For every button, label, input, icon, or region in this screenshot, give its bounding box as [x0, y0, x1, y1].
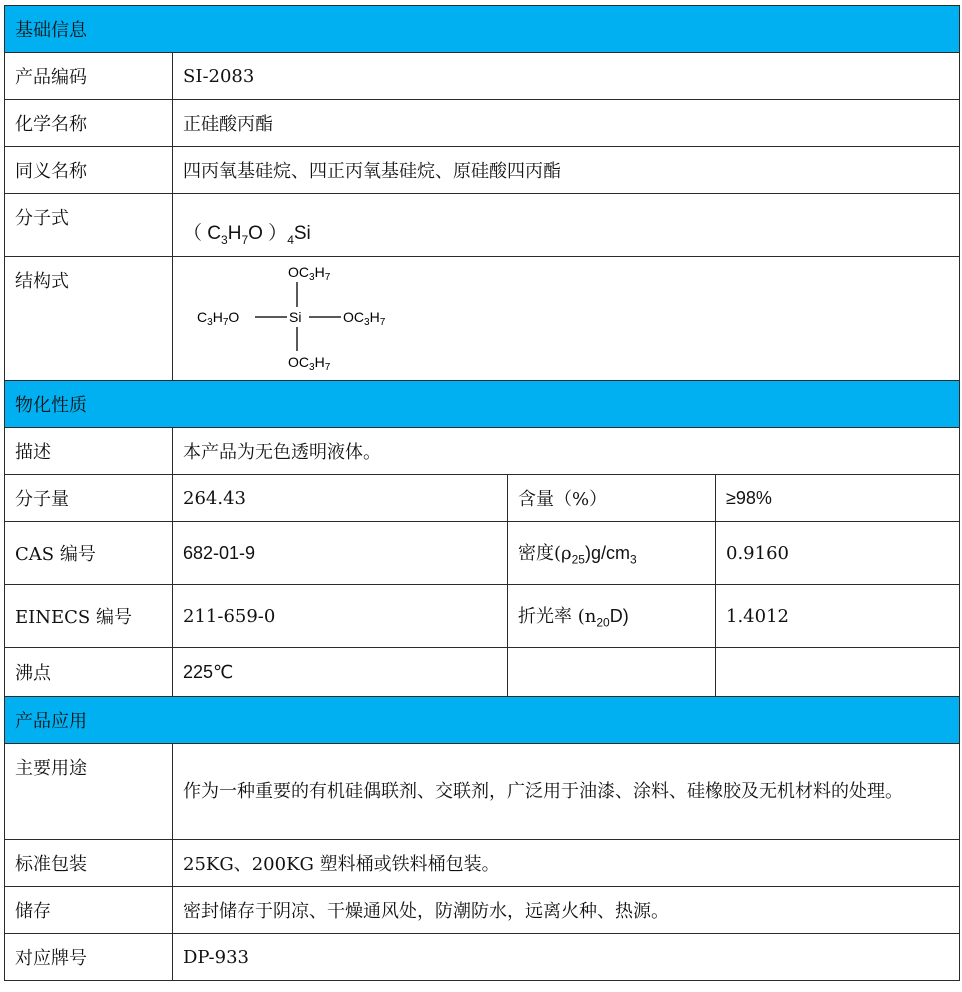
group-right: $OC_3H_7$	[343, 308, 386, 328]
formula-sub: 3	[221, 232, 228, 247]
section-title: 物化性质	[5, 381, 960, 428]
formula-part: （ C	[183, 222, 222, 244]
empty-cell	[508, 648, 716, 697]
row-description	[5, 428, 960, 475]
row-label: 沸点	[5, 648, 173, 697]
group-top: $OC_3H_7$	[288, 263, 331, 283]
formula-sub: 4	[287, 232, 294, 247]
row-label: 分子量	[5, 475, 173, 522]
structural-formula	[183, 259, 443, 379]
row-label: 同义名称	[5, 147, 173, 194]
row-value: 211-659-0	[173, 585, 508, 648]
molecular-formula	[173, 194, 960, 257]
row-label: 主要用途	[5, 744, 173, 840]
formula-part: Si	[293, 222, 311, 244]
section-title: 产品应用	[5, 697, 960, 744]
row-value: 作为一种重要的有机硅偶联剂、交联剂，广泛用于油漆、涂料、硅橡胶及无机材料的处理。	[173, 744, 960, 840]
row-structure	[5, 257, 960, 381]
row-value: 225℃	[173, 648, 508, 697]
row-molecular-weight	[5, 475, 960, 522]
row-label: 对应牌号	[5, 934, 173, 981]
product-spec-table	[4, 5, 960, 981]
row-label: 分子式	[5, 194, 173, 257]
row-value: DP-933	[173, 934, 960, 981]
row-main-use	[5, 744, 960, 840]
row-value: 本产品为无色透明液体。	[173, 428, 960, 475]
refr-label-part: 折光率 (n	[518, 606, 597, 628]
density-label-part: )g/cm	[584, 543, 630, 564]
density-label-part: 密度(ρ	[518, 543, 572, 565]
group-bottom: $OC_3H_7$	[288, 353, 331, 373]
section-application	[5, 697, 960, 744]
row-value: 四丙氧基硅烷、四正丙氧基硅烷、原硅酸四丙酯	[173, 147, 960, 194]
section-basic-info	[5, 6, 960, 53]
row-value: 0.9160	[716, 522, 960, 585]
row-label: CAS 编号	[5, 522, 173, 585]
row-label: EINECS 编号	[5, 585, 173, 648]
row-storage	[5, 887, 960, 934]
row-label: 化学名称	[5, 100, 173, 147]
refr-label-part: D)	[609, 606, 629, 627]
row-cas	[5, 522, 960, 585]
row-label: 描述	[5, 428, 173, 475]
formula-part: O ）	[248, 222, 288, 244]
row-value: 25KG、200KG 塑料桶或铁料桶包装。	[173, 840, 960, 887]
section-physchem	[5, 381, 960, 428]
row-label: 产品编码	[5, 53, 173, 100]
group-left: $C_3H_7O$	[197, 308, 240, 328]
section-title: 基础信息	[5, 6, 960, 53]
row-chemical-name	[5, 100, 960, 147]
formula-sub: 7	[241, 232, 249, 247]
row-molecular-formula	[5, 194, 960, 257]
atom-center: Si	[289, 308, 302, 325]
density-label	[508, 522, 716, 585]
row-value: 264.43	[173, 475, 508, 522]
row-value: ≥98%	[716, 475, 960, 522]
formula-part: H	[227, 222, 242, 244]
row-product-code	[5, 53, 960, 100]
row-packaging	[5, 840, 960, 887]
refr-sub: 20	[596, 615, 610, 630]
row-value: 密封储存于阴凉、干燥通风处，防潮防水，远离火种、热源。	[173, 887, 960, 934]
density-sub: 25	[571, 552, 585, 567]
row-label: 结构式	[5, 257, 173, 381]
row-value: 682-01-9	[173, 522, 508, 585]
row-label: 储存	[5, 887, 173, 934]
density-sub: 3	[629, 552, 637, 567]
row-label: 含量（%）	[508, 475, 716, 522]
structure-cell	[173, 257, 960, 381]
row-synonyms	[5, 147, 960, 194]
row-value: 正硅酸丙酯	[173, 100, 960, 147]
row-value: SI-2083	[173, 53, 960, 100]
row-einecs	[5, 585, 960, 648]
row-boiling-point	[5, 648, 960, 697]
row-label: 标准包装	[5, 840, 173, 887]
empty-cell	[716, 648, 960, 697]
refractive-index-label	[508, 585, 716, 648]
row-grade	[5, 934, 960, 981]
row-value: 1.4012	[716, 585, 960, 648]
structure-diagram	[183, 259, 443, 379]
